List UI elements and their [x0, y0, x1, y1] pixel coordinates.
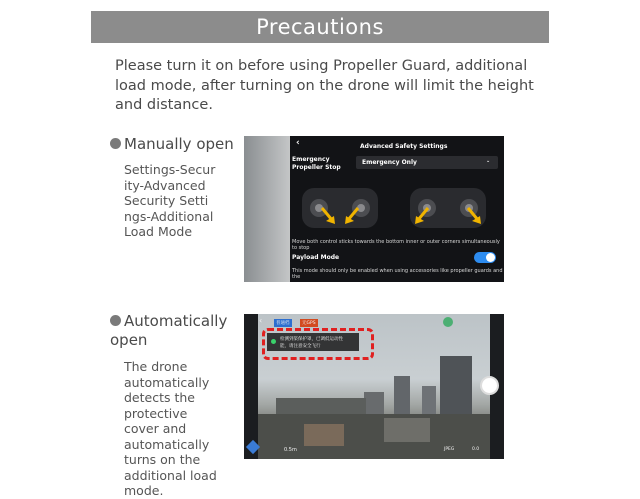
- gps-badge: 无GPS: [302, 321, 316, 326]
- chevron-down-icon: ⌄: [486, 158, 491, 164]
- highlight-box: [262, 328, 374, 360]
- arrow-icon: [302, 188, 378, 228]
- back-icon: ‹: [259, 316, 263, 325]
- sticks-hint: Move both control sticks towards the bottom inner or outer corners simultaneously to stop: [292, 239, 500, 251]
- ev-value: 0.0: [472, 447, 480, 452]
- page-title: Precautions: [91, 11, 549, 43]
- stop-value: Emergency Only: [362, 159, 417, 166]
- height-value: 0.5m: [284, 447, 297, 453]
- right-stick-box: [410, 188, 486, 228]
- automatic-heading: [110, 312, 230, 350]
- camera-view-screenshot: [244, 314, 504, 459]
- shutter-button: [480, 376, 499, 395]
- intro-text: Please turn it on before using Propeller Guard, additional load mode, after turning on the drone will limit the height and distance.: [115, 58, 534, 113]
- dot-icon: [110, 138, 121, 149]
- automatic-description: The drone automatically detects the protective cover and automatically turns on the additional load mode.: [124, 359, 217, 498]
- manual-heading: [110, 135, 234, 154]
- left-stick-box: [302, 188, 378, 228]
- back-icon: ‹: [296, 138, 300, 148]
- payload-note: This mode should only be enabled when using accessories like propeller guards and the: [292, 268, 503, 280]
- automatic-label: Automatically open: [110, 312, 228, 349]
- manual-description: Settings-Security-Advanced Security Settings-Additional Load Mode: [124, 162, 216, 239]
- stop-select: [356, 156, 498, 169]
- arrow-icon: [410, 188, 486, 228]
- payload-label: Payload Mode: [292, 254, 340, 261]
- stop-label: Emergency Propeller Stop: [292, 156, 341, 171]
- payload-toggle: [474, 252, 496, 263]
- settings-title: Advanced Safety Settings: [360, 143, 448, 150]
- map-icon: [443, 317, 453, 327]
- advanced-safety-screenshot: [244, 136, 504, 282]
- format-label: JPEG: [444, 447, 455, 452]
- manual-label: Manually open: [124, 135, 234, 153]
- dot-icon: [110, 315, 121, 326]
- mode-badge: 普通档: [276, 321, 290, 326]
- detection-message: 检测到桨保护罩，已调低运动性 能，请注意安全飞行: [267, 333, 359, 351]
